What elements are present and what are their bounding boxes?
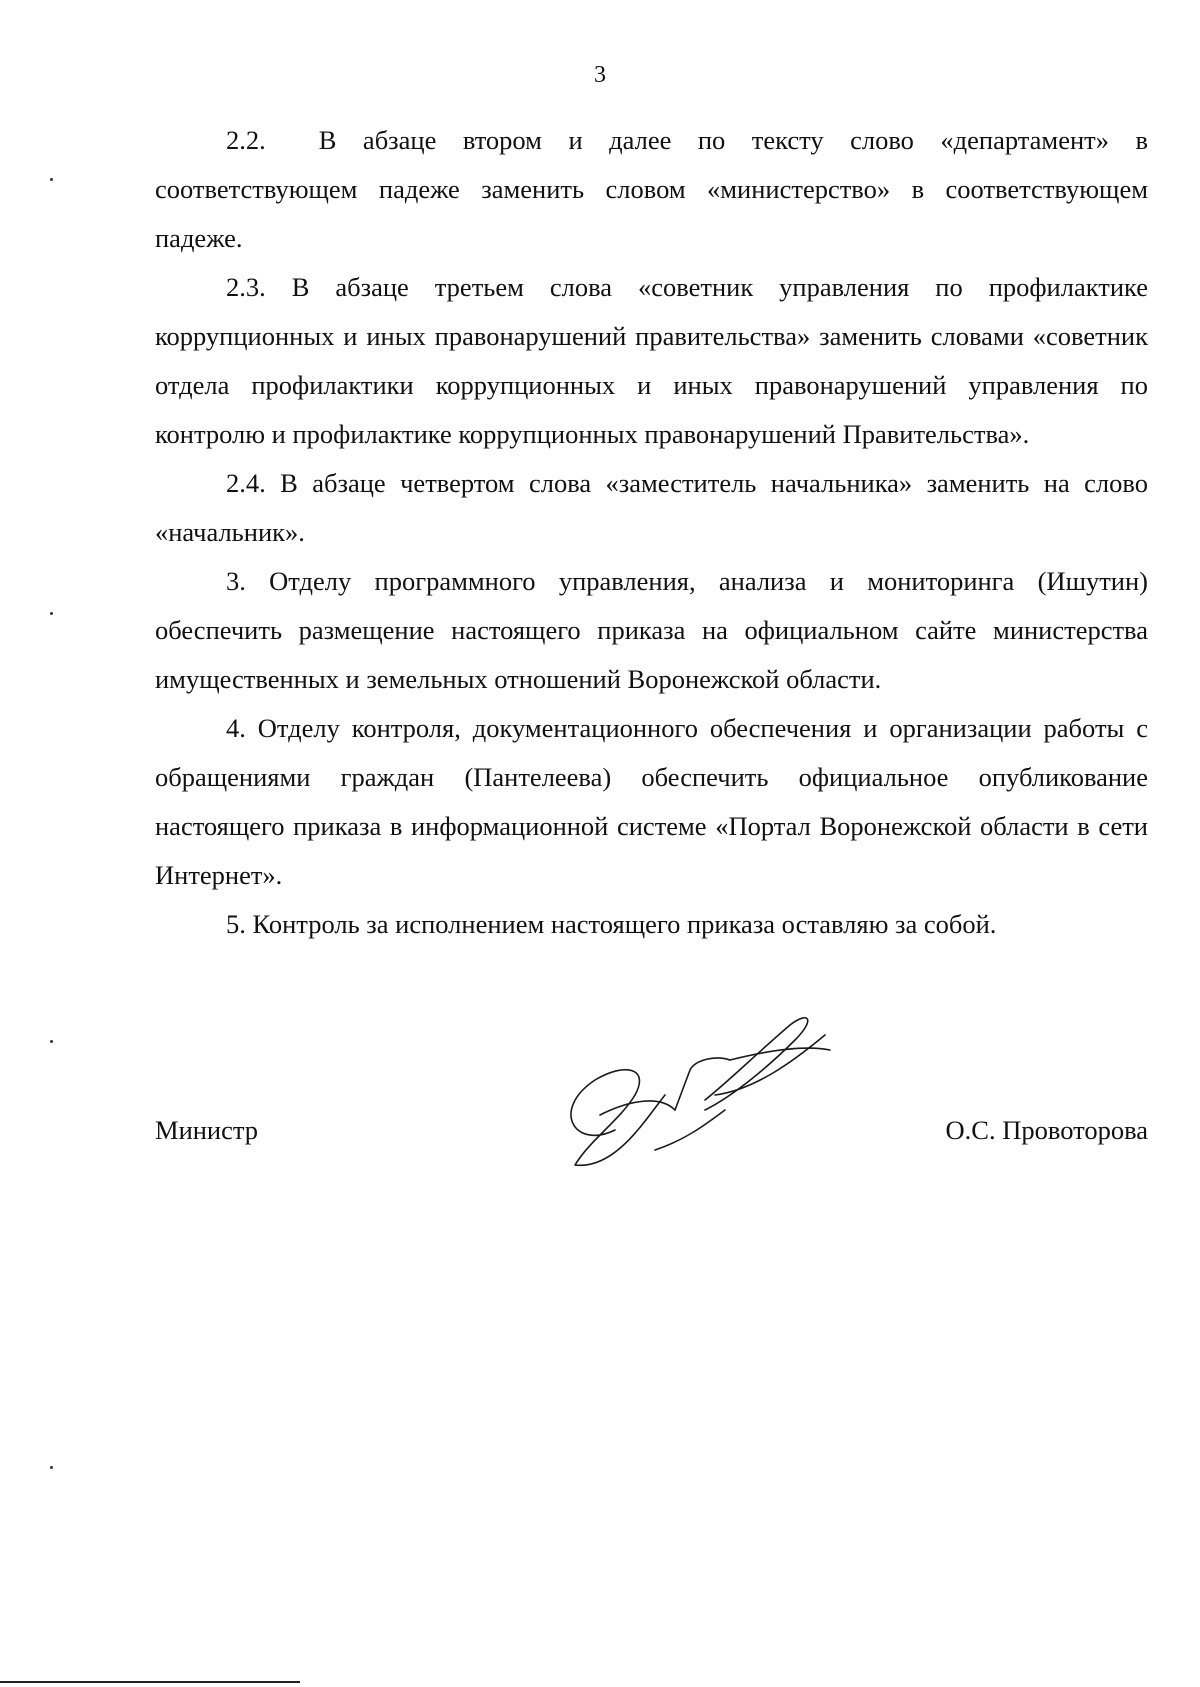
paragraph-4: 4. Отделу контроля, документационного обеспечения и организации работы с обращениями граждан (Пантелеева) обеспечить официальное опубликование настоящего приказа в информационной системе «Портал Воронежской области в сети Интернет». <box>155 713 1148 890</box>
page-number: 3 <box>594 62 606 88</box>
signer-role: Министр <box>155 1115 259 1145</box>
paragraph-5: 5. Контроль за исполнением настоящего приказа оставляю за собой. <box>226 909 997 939</box>
paragraph-2-4: 2.4. В абзаце четвертом слова «заместитель начальника» заменить на слово «начальник». <box>155 468 1148 547</box>
scan-speck <box>50 1466 53 1469</box>
signer-name: О.С. Провоторова <box>945 1115 1148 1145</box>
paragraph-3: 3. Отделу программного управления, анализа и мониторинга (Ишутин) обеспечить размещение настоящего приказа на официальном сайте министерства имущественных и земельных отношений Воронежской области. <box>155 566 1148 694</box>
paragraph-2-3: 2.3. В абзаце третьем слова «советник управления по профилактике коррупционных и иных правонарушений правительства» заменить словами «советник отдела профилактики коррупционных и иных правонарушений управления по контролю и профилактике коррупционных правонарушений Правительства». <box>155 272 1148 449</box>
paragraph-2-2: 2.2. В абзаце втором и далее по тексту слово «департамент» в соответствующем падеже заменить словом «министерство» в соответствующем падеже. <box>155 125 1148 253</box>
handwritten-signature <box>555 1000 855 1180</box>
bottom-rule <box>0 1681 300 1683</box>
scan-speck <box>50 612 53 615</box>
scan-speck <box>50 178 53 181</box>
scan-speck <box>50 1040 53 1043</box>
document-body <box>155 116 1148 949</box>
